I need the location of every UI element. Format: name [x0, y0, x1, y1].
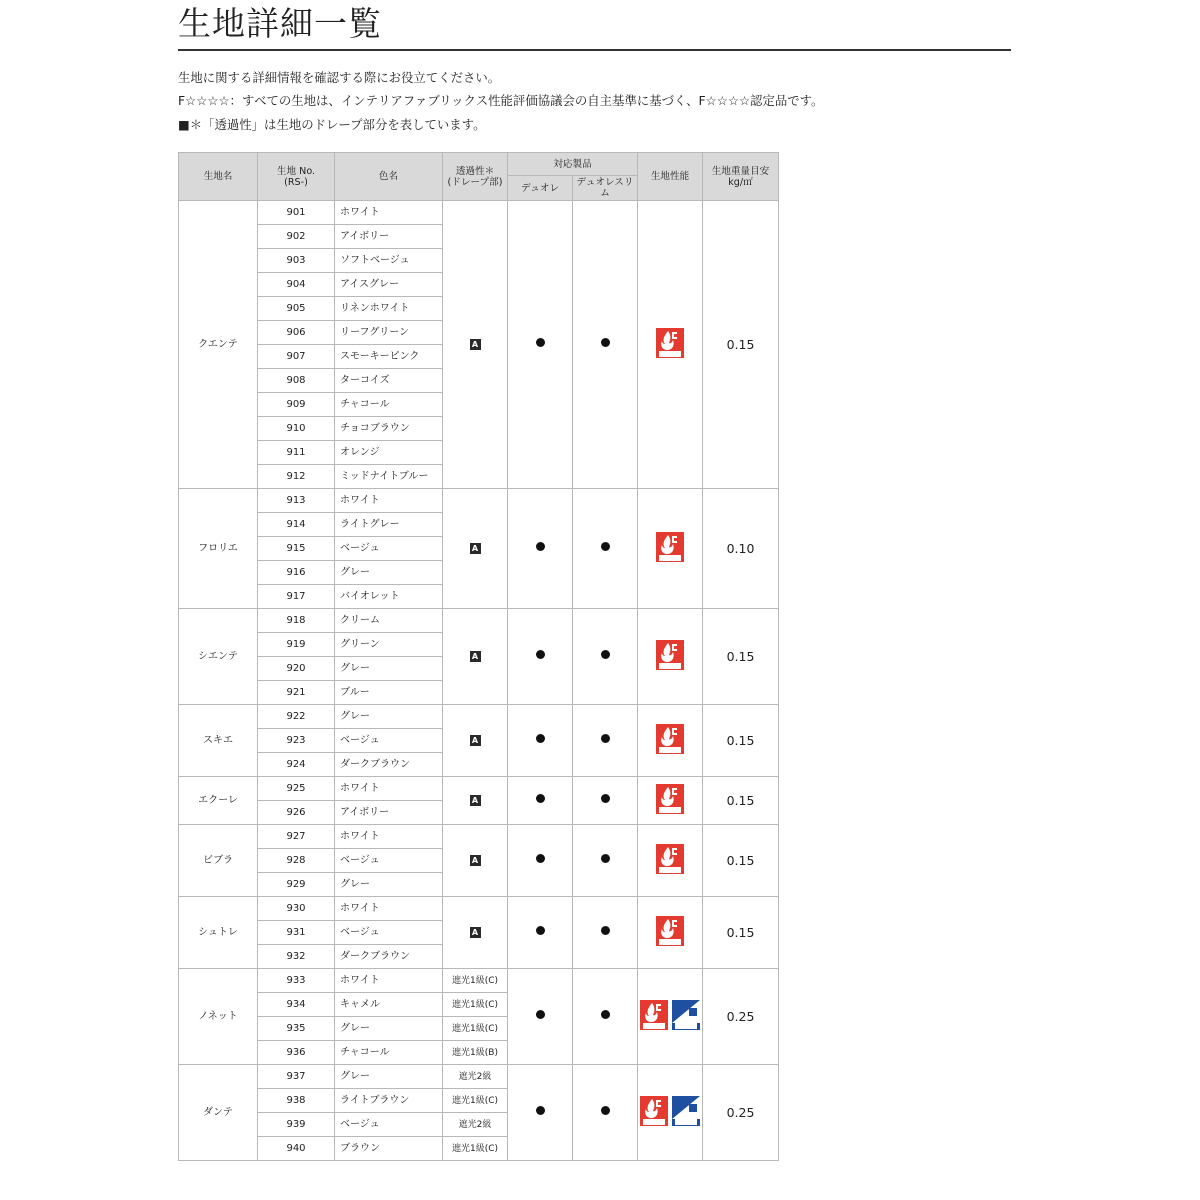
color-name-cell: ライトグレー [335, 513, 443, 537]
fabric-name-cell: ノネット [179, 969, 258, 1065]
fabric-no-cell: 919 [258, 633, 335, 657]
flame-retardant-badge-icon [640, 1096, 668, 1126]
certification-note: F☆☆☆☆：すべての生地は、インテリアファブリックス性能評価協議会の自主基準に基づく、F☆☆☆☆認定品です。 [178, 93, 824, 108]
transmittance-a-mark: A [470, 543, 481, 554]
transmittance-cell [443, 201, 508, 489]
fabric-name-cell: ダンテ [179, 1065, 258, 1161]
fabric-no-cell: 910 [258, 417, 335, 441]
supported-dot-icon [536, 542, 545, 551]
fabric-no-cell: 928 [258, 849, 335, 873]
color-name-cell: グレー [335, 561, 443, 585]
color-name-cell: ソフトベージュ [335, 249, 443, 273]
product-duore-slim-cell [573, 201, 638, 489]
supported-dot-icon [601, 794, 610, 803]
product-duore-cell [508, 1065, 573, 1161]
product-duore-slim-cell [573, 969, 638, 1065]
page-title: 生地詳細一覧 [178, 4, 382, 43]
fabric-no-cell: 940 [258, 1137, 335, 1161]
performance-cell [638, 489, 703, 609]
performance-badges [656, 532, 684, 562]
transmittance-note: ■＊「透過性」は生地のドレープ部分を表しています。 [178, 117, 486, 132]
table-row [179, 201, 779, 225]
performance-cell [638, 897, 703, 969]
color-name-cell: スモーキーピンク [335, 345, 443, 369]
badge-label [700, 1096, 701, 1097]
color-name-cell: ホワイト [335, 825, 443, 849]
fabric-no-cell: 924 [258, 753, 335, 777]
color-name-cell: グレー [335, 873, 443, 897]
fabric-name-cell: ビブラ [179, 825, 258, 897]
performance-badges [640, 1000, 700, 1030]
color-name-cell: ベージュ [335, 849, 443, 873]
fabric-no-cell: 907 [258, 345, 335, 369]
table-row [179, 777, 779, 801]
fabric-no-cell: 935 [258, 1017, 335, 1041]
performance-cell [638, 609, 703, 705]
table-row [179, 705, 779, 729]
badge-label [668, 1000, 669, 1001]
product-duore-cell [508, 705, 573, 777]
transmittance-cell [443, 609, 508, 705]
transmittance-cell: 遮光1級(B) [443, 1041, 508, 1065]
performance-badges [656, 724, 684, 754]
color-name-cell: キャメル [335, 993, 443, 1017]
badge-label [684, 724, 685, 725]
header-fabric-name: 生地名 [179, 153, 258, 201]
fabric-no-cell: 925 [258, 777, 335, 801]
fabric-no-cell: 905 [258, 297, 335, 321]
flame-retardant-badge-icon [640, 1000, 668, 1030]
fabric-no-cell: 927 [258, 825, 335, 849]
fabric-no-cell: 908 [258, 369, 335, 393]
fabric-no-cell: 922 [258, 705, 335, 729]
transmittance-cell [443, 897, 508, 969]
table-row [179, 969, 779, 993]
supported-dot-icon [601, 650, 610, 659]
color-name-cell: グレー [335, 657, 443, 681]
badge-label [684, 532, 685, 533]
color-name-cell: ホワイト [335, 897, 443, 921]
header-fabric-no-line2: (RS-) [284, 176, 308, 188]
color-name-cell: アイボリー [335, 225, 443, 249]
performance-cell [638, 825, 703, 897]
transmittance-cell [443, 777, 508, 825]
color-name-cell: アイスグレー [335, 273, 443, 297]
flame-retardant-badge-icon [656, 784, 684, 814]
fabric-name-cell: シュトレ [179, 897, 258, 969]
badge-label [700, 1000, 701, 1001]
transmittance-cell: 遮光1級(C) [443, 1017, 508, 1041]
color-name-cell: ブルー [335, 681, 443, 705]
performance-cell [638, 201, 703, 489]
fabric-no-cell: 915 [258, 537, 335, 561]
flame-retardant-badge-icon [656, 724, 684, 754]
performance-cell [638, 1065, 703, 1161]
color-name-cell: ダークブラウン [335, 753, 443, 777]
table-row [179, 897, 779, 921]
fabric-spec-table [178, 152, 779, 1161]
header-weight-line1: 生地重量目安 [711, 165, 770, 177]
color-name-cell: アイボリー [335, 801, 443, 825]
fabric-no-cell: 938 [258, 1089, 335, 1113]
table-row [179, 1065, 779, 1089]
color-name-cell: クリーム [335, 609, 443, 633]
supported-dot-icon [601, 926, 610, 935]
fabric-no-cell: 932 [258, 945, 335, 969]
table-row [179, 825, 779, 849]
transmittance-cell: 遮光1級(C) [443, 1137, 508, 1161]
transmittance-cell [443, 489, 508, 609]
badge-label [684, 328, 685, 329]
color-name-cell: リネンホワイト [335, 297, 443, 321]
color-name-cell: ターコイズ [335, 369, 443, 393]
weight-cell: 0.15 [703, 825, 779, 897]
fabric-no-cell: 934 [258, 993, 335, 1017]
transmittance-a-mark: A [470, 855, 481, 866]
transmittance-a-mark: A [470, 927, 481, 938]
header-weight-line2: kg/㎡ [728, 176, 753, 188]
supported-dot-icon [601, 542, 610, 551]
fabric-no-cell: 936 [258, 1041, 335, 1065]
supported-dot-icon [536, 854, 545, 863]
header-transmittance [443, 153, 508, 201]
fabric-name-cell: スキエ [179, 705, 258, 777]
flame-retardant-badge-icon [656, 640, 684, 670]
performance-cell [638, 705, 703, 777]
fabric-no-cell: 930 [258, 897, 335, 921]
fabric-no-cell: 931 [258, 921, 335, 945]
transmittance-cell [443, 705, 508, 777]
intro-note: 生地に関する詳細情報を確認する際にお役立てください。 [178, 70, 501, 85]
header-fabric-no-line1: 生地 No. [276, 165, 316, 177]
supported-dot-icon [601, 338, 610, 347]
fabric-no-cell: 909 [258, 393, 335, 417]
fabric-no-cell: 911 [258, 441, 335, 465]
color-name-cell: チョコブラウン [335, 417, 443, 441]
blackout-badge-icon [672, 1000, 700, 1030]
weight-cell: 0.15 [703, 897, 779, 969]
badge-label [684, 784, 685, 785]
color-name-cell: ホワイト [335, 969, 443, 993]
supported-dot-icon [536, 1106, 545, 1115]
header-product-duore: デュオレ [508, 176, 573, 201]
product-duore-cell [508, 897, 573, 969]
fabric-no-cell: 913 [258, 489, 335, 513]
color-name-cell: ベージュ [335, 729, 443, 753]
color-name-cell: ベージュ [335, 1113, 443, 1137]
fabric-no-cell: 926 [258, 801, 335, 825]
fabric-no-cell: 903 [258, 249, 335, 273]
color-name-cell: ホワイト [335, 777, 443, 801]
fabric-name-cell: クエンテ [179, 201, 258, 489]
blackout-badge-icon [672, 1096, 700, 1126]
title-divider [178, 49, 1011, 51]
transmittance-cell: 遮光1級(C) [443, 993, 508, 1017]
performance-badges [656, 640, 684, 670]
supported-dot-icon [536, 338, 545, 347]
transmittance-cell: 遮光2級 [443, 1113, 508, 1137]
fabric-name-cell: フロリエ [179, 489, 258, 609]
supported-dot-icon [536, 650, 545, 659]
color-name-cell: グレー [335, 1065, 443, 1089]
fabric-no-cell: 937 [258, 1065, 335, 1089]
color-name-cell: ミッドナイトブルー [335, 465, 443, 489]
transmittance-cell: 遮光1級(C) [443, 1089, 508, 1113]
header-fabric-no [258, 153, 335, 201]
color-name-cell: バイオレット [335, 585, 443, 609]
fabric-no-cell: 906 [258, 321, 335, 345]
transmittance-cell: 遮光1級(C) [443, 969, 508, 993]
badge-label [684, 640, 685, 641]
fabric-no-cell: 902 [258, 225, 335, 249]
supported-dot-icon [601, 1010, 610, 1019]
transmittance-a-mark: A [470, 339, 481, 350]
performance-cell [638, 777, 703, 825]
fabric-no-cell: 916 [258, 561, 335, 585]
badge-label [668, 1096, 669, 1097]
header-performance: 生地性能 [638, 153, 703, 201]
weight-cell: 0.15 [703, 777, 779, 825]
supported-dot-icon [601, 1106, 610, 1115]
fabric-no-cell: 920 [258, 657, 335, 681]
table-body [179, 201, 779, 1161]
product-duore-cell [508, 969, 573, 1065]
color-name-cell: ブラウン [335, 1137, 443, 1161]
product-duore-slim-cell [573, 1065, 638, 1161]
header-transmittance-line2: (ドレープ部) [447, 176, 503, 188]
performance-badges [656, 784, 684, 814]
header-product-duore-slim: デュオレスリム [573, 176, 638, 201]
color-name-cell: グレー [335, 1017, 443, 1041]
fabric-no-cell: 939 [258, 1113, 335, 1137]
table-row [179, 609, 779, 633]
flame-retardant-badge-icon [656, 916, 684, 946]
performance-badges [656, 844, 684, 874]
header-products: 対応製品 [508, 153, 638, 176]
table-row [179, 489, 779, 513]
flame-retardant-badge-icon [656, 532, 684, 562]
performance-badges [640, 1096, 700, 1126]
color-name-cell: チャコール [335, 1041, 443, 1065]
supported-dot-icon [536, 734, 545, 743]
product-duore-cell [508, 201, 573, 489]
badge-label [684, 916, 685, 917]
fabric-name-cell: エクーレ [179, 777, 258, 825]
color-name-cell: オレンジ [335, 441, 443, 465]
weight-cell: 0.10 [703, 489, 779, 609]
fabric-no-cell: 933 [258, 969, 335, 993]
color-name-cell: ベージュ [335, 537, 443, 561]
fabric-name-cell: シエンテ [179, 609, 258, 705]
transmittance-cell [443, 825, 508, 897]
fabric-no-cell: 929 [258, 873, 335, 897]
color-name-cell: グレー [335, 705, 443, 729]
product-duore-slim-cell [573, 825, 638, 897]
supported-dot-icon [601, 854, 610, 863]
performance-badges [656, 328, 684, 358]
color-name-cell: ホワイト [335, 489, 443, 513]
transmittance-a-mark: A [470, 735, 481, 746]
supported-dot-icon [601, 734, 610, 743]
weight-cell: 0.15 [703, 201, 779, 489]
fabric-no-cell: 917 [258, 585, 335, 609]
color-name-cell: ホワイト [335, 201, 443, 225]
product-duore-slim-cell [573, 777, 638, 825]
transmittance-a-mark: A [470, 651, 481, 662]
header-color-name: 色名 [335, 153, 443, 201]
weight-cell: 0.15 [703, 609, 779, 705]
product-duore-slim-cell [573, 489, 638, 609]
supported-dot-icon [536, 926, 545, 935]
product-duore-cell [508, 825, 573, 897]
weight-cell: 0.15 [703, 705, 779, 777]
performance-cell [638, 969, 703, 1065]
color-name-cell: ダークブラウン [335, 945, 443, 969]
product-duore-slim-cell [573, 897, 638, 969]
header-weight [703, 153, 779, 201]
fabric-no-cell: 901 [258, 201, 335, 225]
color-name-cell: リーフグリーン [335, 321, 443, 345]
fabric-no-cell: 923 [258, 729, 335, 753]
color-name-cell: チャコール [335, 393, 443, 417]
product-duore-cell [508, 609, 573, 705]
transmittance-a-mark: A [470, 795, 481, 806]
fabric-no-cell: 914 [258, 513, 335, 537]
weight-cell: 0.25 [703, 969, 779, 1065]
header-transmittance-line1: 透過性＊ [455, 165, 495, 177]
color-name-cell: ライトブラウン [335, 1089, 443, 1113]
flame-retardant-badge-icon [656, 844, 684, 874]
flame-retardant-badge-icon [656, 328, 684, 358]
supported-dot-icon [536, 794, 545, 803]
fabric-no-cell: 904 [258, 273, 335, 297]
badge-label [684, 844, 685, 845]
product-duore-slim-cell [573, 705, 638, 777]
transmittance-cell: 遮光2級 [443, 1065, 508, 1089]
color-name-cell: ベージュ [335, 921, 443, 945]
fabric-no-cell: 921 [258, 681, 335, 705]
fabric-no-cell: 918 [258, 609, 335, 633]
color-name-cell: グリーン [335, 633, 443, 657]
fabric-no-cell: 912 [258, 465, 335, 489]
weight-cell: 0.25 [703, 1065, 779, 1161]
product-duore-cell [508, 489, 573, 609]
product-duore-slim-cell [573, 609, 638, 705]
product-duore-cell [508, 777, 573, 825]
performance-badges [656, 916, 684, 946]
supported-dot-icon [536, 1010, 545, 1019]
